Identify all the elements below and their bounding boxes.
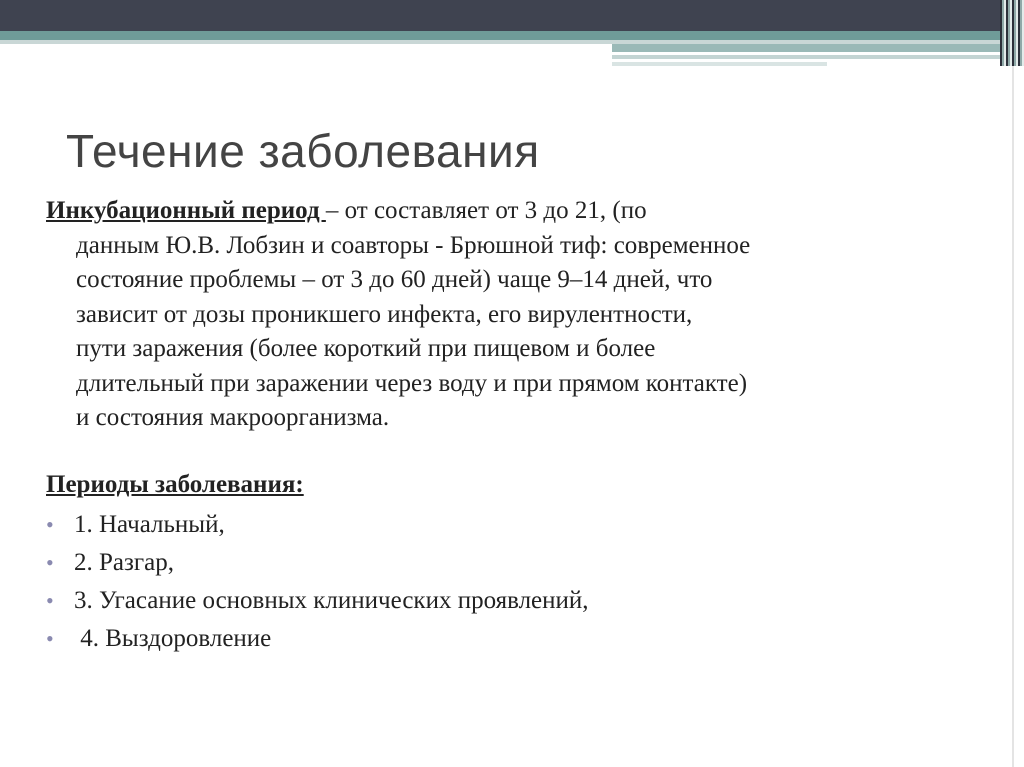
incubation-body [46,229,966,436]
list-item [46,582,966,620]
incubation-line: длительный при заражении через воду и при прямом контакте) [76,369,748,397]
incubation-line: зависит от дозы проникшего инфекта, его вирулентности, [76,300,693,328]
header-corner-stripes [1000,0,1024,66]
period-item-label: 3. Угасание основных клинических проявлений, [74,587,589,614]
bullet-icon: • [46,512,54,537]
incubation-line: пути заражения (более короткий при пищевом и более [76,335,656,362]
header-bar-dark [0,0,1000,31]
header-accent-stripe [612,55,1000,59]
header-bar-teal [0,31,1000,40]
incubation-line: состояние проблемы – от 3 до 60 дней) чаще 9–14 дней, что [76,266,713,293]
period-item-label: 4. Выздоровление [74,625,272,652]
incubation-term: Инкубационный период [46,197,326,224]
header-accent-stripe [612,44,1000,52]
header-accent-stripe [612,62,827,66]
list-item [46,506,966,544]
period-item-label: 1. Начальный, [74,511,225,538]
incubation-first-line: – от составляет от 3 до 21, (по [325,197,647,224]
incubation-paragraph [46,194,966,436]
incubation-line: и состояния макроорганизма. [76,404,390,431]
bullet-icon: • [46,626,54,651]
bullet-icon: • [46,550,54,575]
periods-list [46,506,966,658]
list-item [46,620,966,658]
slide-title: Течение заболевания [66,125,540,177]
incubation-line: данным Ю.В. Лобзин и соавторы - Брюшной тиф: современное [76,231,751,259]
slide-content [46,194,966,658]
period-item-label: 2. Разгар, [74,549,174,576]
slide-right-edge [1012,66,1014,767]
periods-heading: Периоды заболевания: [46,470,304,498]
bullet-icon: • [46,588,54,613]
list-item [46,544,966,582]
